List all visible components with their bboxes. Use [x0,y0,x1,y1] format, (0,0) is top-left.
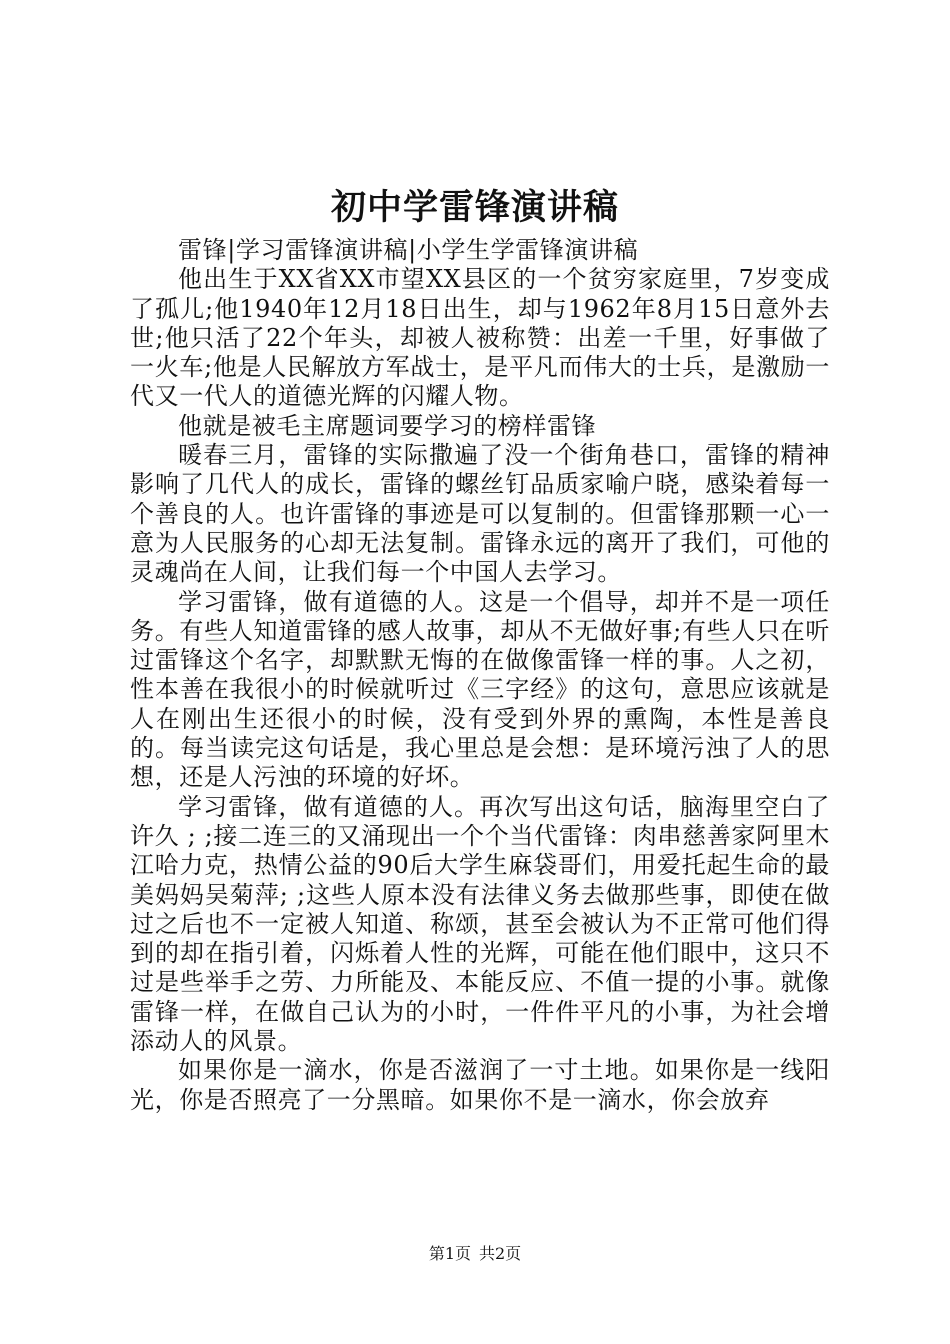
page-total: 共2页 [479,1244,522,1263]
paragraph-tags: 雷锋|学习雷锋演讲稿|小学生学雷锋演讲稿 [178,236,639,264]
paragraph-role-model: 他就是被毛主席题词要学习的榜样雷锋 [178,411,597,440]
paragraph-water-drop: 如果你是一滴水，你是否滋润了一寸土地。如果你是一线阳光，你是否照亮了一分黑暗。如果你不是一滴水，你会放弃 [130,1056,830,1114]
paragraph-spring: 暖春三月，雷锋的实际撒遍了没一个街角巷口，雷锋的精神影响了几代人的成长，雷锋的螺丝钉品质家喻户晓，感染着每一个善良的人。也许雷锋的事迹是可以复制的。但雷锋那颗一心一意为人民服务的心却无法复制。雷锋永远的离开了我们，可他的灵魂尚在人间，让我们每一个中国人去学习。 [130,441,830,587]
document-title: 初中学雷锋演讲稿 [330,187,619,228]
page-number: 第1页 [428,1244,471,1263]
page-footer [0,1244,950,1264]
paragraph-morality: 学习雷锋，做有道德的人。这是一个倡导，却并不是一项任务。有些人知道雷锋的感人故事，却从不无做好事;有些人只在听过雷锋这个名字，却默默无悔的在做像雷锋一样的事。人之初，性本善在我很小的时候就听过《三字经》的这句，意思应该就是人在刚出生还很小的时候，没有受到外界的熏陶，本性是善良的。每当读完这句话是，我心里总是会想：是环境污浊了人的思想，还是人污浊的环境的好坏。 [130,587,830,792]
paragraph-intro: 他出生于XX省XX市望XX县区的一个贫穷家庭里，7岁变成了孤儿;他1940年12月18日出生，却与1962年8月15日意外去世;他只活了22个年头，却被人被称赞：出差一千里，好事做了一火车;他是人民解放方军战士，是平凡而伟大的士兵，是激励一代又一代人的道德光辉的闪耀人物。 [130,265,830,411]
document-body [130,236,830,1115]
paragraph-modern-leifeng: 学习雷锋，做有道德的人。再次写出这句话，脑海里空白了许久 ; ;接二连三的又涌现出一个个当代雷锋：肉串慈善家阿里木江哈力克，热情公益的90后大学生麻袋哥们，用爱托起生命的最美妈妈吴菊萍; ;这些人原本没有法律义务去做那些事，即使在做过之后也不一定被人知道、称颂，甚至会被认为不正常可他们得到的却在指引着，闪烁着人性的光辉，可能在他们眼中，这只不过是些举手之劳、力所能及、本能反应、不值一提的小事。就像雷锋一样，在做自己认为的小时，一件件平凡的小事，为社会增添动人的风景。 [130,792,830,1056]
